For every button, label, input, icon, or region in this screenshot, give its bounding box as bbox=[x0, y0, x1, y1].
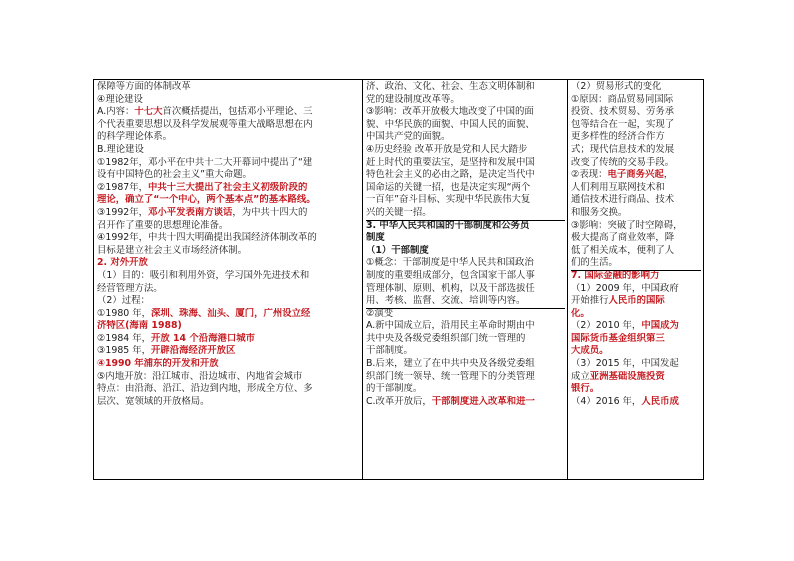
col3-line bbox=[571, 257, 701, 270]
col1-line bbox=[97, 220, 360, 233]
col2-line bbox=[366, 371, 565, 384]
text-run: 和服务交换。 bbox=[571, 206, 628, 218]
text-run: （2）贸易形式的变化 bbox=[571, 81, 662, 92]
text-run: 深圳、珠海、汕头、厦门，广州设立经 bbox=[151, 307, 311, 319]
text-run: ②表现： bbox=[571, 169, 608, 181]
text-run: 投资、技术贸易、劳务承 bbox=[571, 106, 675, 118]
col2-line bbox=[366, 396, 565, 409]
text-run: ①概念：干部制度是中华人民共和国政治 bbox=[366, 257, 534, 269]
text-run: ③影响：改革开放极大地改变了中国的面 bbox=[366, 106, 534, 118]
col3-line bbox=[571, 308, 701, 321]
text-run: 包等结合在一起，实现了 bbox=[571, 118, 675, 130]
text-run: 人民币成 bbox=[641, 395, 679, 407]
column-right-text bbox=[571, 81, 701, 408]
text-run: 更多样性的经济合作方 bbox=[571, 131, 665, 143]
col3-line bbox=[571, 81, 701, 94]
text-run: 设有中国特色的社会主义”重大命题。 bbox=[97, 169, 252, 181]
col2-line bbox=[366, 194, 565, 207]
text-run: ③1985 年， bbox=[97, 345, 151, 357]
col1-line bbox=[97, 131, 360, 144]
col1-line bbox=[97, 371, 360, 384]
text-run: （1）干部制度 bbox=[366, 244, 429, 256]
text-run: ①1982年，邓小平在中共十二大开幕词中提出了“建 bbox=[97, 156, 313, 168]
text-run: 7. 国际金融的影响力 bbox=[571, 269, 660, 281]
col1-line bbox=[97, 119, 360, 132]
text-run: 十七大 bbox=[134, 106, 163, 118]
text-run: B.后来，建立了在中共中央及各级党委组 bbox=[366, 358, 535, 370]
text-run: 个代表重要思想以及科学发展观等重大战略思想在内 bbox=[97, 118, 313, 130]
col3-line bbox=[571, 295, 701, 308]
text-run: ⑤内地开放：沿江城市、沿边城市、内地省会城市 bbox=[97, 370, 303, 382]
col3-line bbox=[571, 131, 701, 144]
text-run: 召开作了重要的思想理论准备。 bbox=[97, 219, 229, 231]
col3-line bbox=[571, 207, 701, 220]
text-run: ④1990 年浦东的开发和开放 bbox=[97, 358, 219, 370]
text-run: 极大提高了商业效率，降 bbox=[571, 232, 675, 244]
text-run: 化。 bbox=[571, 307, 590, 319]
text-run: ③1992年， bbox=[97, 206, 149, 218]
col1-line bbox=[97, 245, 360, 258]
text-run: 低了相关成本，便利了人 bbox=[571, 244, 675, 256]
col3-line bbox=[571, 182, 701, 195]
text-run: 党的建设制度改革等。 bbox=[366, 93, 460, 105]
text-run: （2）2010 年， bbox=[571, 320, 642, 332]
text-run: 中国成为 bbox=[641, 320, 679, 332]
text-run: ②1984 年， bbox=[97, 332, 151, 344]
text-run: 邓小平发表南方谈话 bbox=[148, 206, 233, 218]
col3-line bbox=[571, 270, 701, 283]
section-divider bbox=[571, 270, 701, 271]
col3-line bbox=[571, 283, 701, 296]
column-right bbox=[568, 80, 703, 479]
col2-line bbox=[366, 182, 565, 195]
col3-line bbox=[571, 94, 701, 107]
col3-line bbox=[571, 194, 701, 207]
text-run: ①原因：商品贸易同国际 bbox=[571, 93, 674, 105]
col1-line bbox=[97, 270, 360, 283]
document-table bbox=[93, 79, 704, 480]
text-run: 制度 bbox=[366, 232, 385, 244]
text-run: 干部制度进入改革和进一 bbox=[431, 395, 535, 407]
col2-line bbox=[366, 81, 565, 94]
text-run: ②1987年， bbox=[97, 181, 149, 193]
text-run: 国际货币基金组织第三 bbox=[571, 332, 665, 344]
section-divider bbox=[366, 308, 565, 309]
col2-line bbox=[366, 232, 565, 245]
text-run: ②演变 bbox=[366, 307, 394, 319]
col1-line bbox=[97, 194, 360, 207]
col3-line bbox=[571, 371, 701, 384]
text-run: （2）过程： bbox=[97, 295, 150, 307]
column-left-text bbox=[97, 81, 360, 408]
column-middle bbox=[363, 80, 568, 479]
col2-line bbox=[366, 345, 565, 358]
col1-line bbox=[97, 308, 360, 321]
text-run: ， bbox=[663, 169, 674, 181]
col3-line bbox=[571, 144, 701, 157]
text-run: ①1980 年， bbox=[97, 307, 151, 319]
text-run: ④1992年，中共十四大明确提出我国经济体制改革的 bbox=[97, 232, 317, 244]
col2-line bbox=[366, 220, 565, 233]
text-run: 管理体制、原则、机构，以及干部选拔任 bbox=[366, 282, 535, 294]
text-run: 亚洲基础设施投资 bbox=[589, 370, 665, 382]
col1-line bbox=[97, 295, 360, 308]
col1-line bbox=[97, 383, 360, 396]
text-run: 大成员。 bbox=[571, 345, 609, 357]
col2-line bbox=[366, 257, 565, 270]
col2-line bbox=[366, 295, 565, 308]
text-run: 兴的关键一招。 bbox=[366, 206, 432, 218]
col1-line bbox=[97, 169, 360, 182]
text-run: 开始推行 bbox=[571, 295, 609, 307]
col1-line bbox=[97, 81, 360, 94]
col3-line bbox=[571, 169, 701, 182]
col3-line bbox=[571, 157, 701, 170]
text-run: 目标是建立社会主义市场经济体制。 bbox=[97, 244, 248, 256]
text-run: （4）2016 年， bbox=[571, 395, 642, 407]
col3-line bbox=[571, 119, 701, 132]
text-run: 的干部制度。 bbox=[366, 383, 423, 395]
col1-line bbox=[97, 94, 360, 107]
text-run: 济特区(海南 1988) bbox=[97, 320, 182, 332]
col1-line bbox=[97, 207, 360, 220]
section-divider bbox=[366, 220, 565, 221]
text-run: 理论，确立了“一个中心，两个基本点”的基本路线。 bbox=[97, 194, 316, 206]
text-run: 3. 中华人民共和国的干部制度和公务员 bbox=[366, 219, 530, 231]
col2-line bbox=[366, 106, 565, 119]
col1-line bbox=[97, 396, 360, 409]
text-run: 经营管理方法。 bbox=[97, 282, 163, 294]
text-run: 式；现代信息技术的发展 bbox=[571, 143, 675, 155]
text-run: 层次、宽领域的开放格局。 bbox=[97, 395, 210, 407]
text-run: 保障等方面的体制改革 bbox=[97, 81, 191, 92]
text-run: 改变了传统的交易手段。 bbox=[571, 156, 675, 168]
col2-line bbox=[366, 358, 565, 371]
text-run: 电子商务兴起 bbox=[607, 169, 664, 181]
col1-line bbox=[97, 345, 360, 358]
text-run: 特点：由沿海、沿江、沿边到内地，形成全方位、多 bbox=[97, 383, 313, 395]
col3-line bbox=[571, 345, 701, 358]
col3-line bbox=[571, 396, 701, 409]
text-run: 国命运的关键一招，也是决定实现“两个 bbox=[366, 181, 531, 193]
col2-line bbox=[366, 308, 565, 321]
text-run: 一百年”奋斗目标、实现中华民族伟大复 bbox=[366, 194, 531, 206]
col3-line bbox=[571, 333, 701, 346]
text-run: （1）目的：吸引和利用外资，学习国外先进技术和 bbox=[97, 269, 310, 281]
text-run: 成立 bbox=[571, 370, 590, 382]
col2-line bbox=[366, 157, 565, 170]
text-run: ，为中共十四大的 bbox=[232, 206, 308, 218]
text-run: 织部门统一领导、统一管理下的分类管理 bbox=[366, 370, 535, 382]
col3-line bbox=[571, 106, 701, 119]
col1-line bbox=[97, 283, 360, 296]
col2-line bbox=[366, 94, 565, 107]
col2-line bbox=[366, 119, 565, 132]
col1-line bbox=[97, 144, 360, 157]
text-run: 赶上时代的重要法宝，是坚持和发展中国 bbox=[366, 156, 535, 168]
text-run: 2. 对外开放 bbox=[97, 257, 148, 269]
col1-line bbox=[97, 358, 360, 371]
col1-line bbox=[97, 182, 360, 195]
text-run: 人民币的国际 bbox=[608, 295, 665, 307]
text-run: （3）2015 年，中国发起 bbox=[571, 358, 679, 370]
col1-line bbox=[97, 257, 360, 270]
col2-line bbox=[366, 383, 565, 396]
text-run: 人们利用互联网技术和 bbox=[571, 181, 665, 193]
text-run: A.新中国成立后，沿用民主革命时期由中 bbox=[366, 320, 535, 332]
col2-line bbox=[366, 333, 565, 346]
col2-line bbox=[366, 144, 565, 157]
text-run: 首次概括提出，包括邓小平理论、三 bbox=[162, 106, 313, 118]
text-run: ③影响：突破了时空障碍， bbox=[571, 219, 683, 231]
text-run: B.理论建设 bbox=[97, 143, 144, 155]
col2-line bbox=[366, 245, 565, 258]
text-run: 银行。 bbox=[571, 383, 600, 395]
col3-line bbox=[571, 220, 701, 233]
text-run: 们的生活。 bbox=[571, 257, 618, 269]
column-middle-text bbox=[366, 81, 565, 408]
col3-line bbox=[571, 245, 701, 258]
col1-line bbox=[97, 157, 360, 170]
text-run: 的科学理论体系。 bbox=[97, 131, 173, 143]
text-run: 制度的重要组成部分，包含国家干部人事 bbox=[366, 269, 535, 281]
col1-line bbox=[97, 320, 360, 333]
col1-line bbox=[97, 232, 360, 245]
col2-line bbox=[366, 207, 565, 220]
col3-line bbox=[571, 358, 701, 371]
text-run: C.改革开放后， bbox=[366, 395, 432, 407]
col1-line bbox=[97, 106, 360, 119]
col2-line bbox=[366, 283, 565, 296]
text-run: A.内容： bbox=[97, 106, 135, 118]
col3-line bbox=[571, 383, 701, 396]
text-run: 中国共产党的面貌。 bbox=[366, 131, 451, 143]
col2-line bbox=[366, 320, 565, 333]
text-run: （1）2009 年，中国政府 bbox=[571, 282, 679, 294]
col3-line bbox=[571, 320, 701, 333]
text-run: 用、考核、监督、交流、培训等内容。 bbox=[366, 295, 526, 307]
col2-line bbox=[366, 169, 565, 182]
col1-line bbox=[97, 333, 360, 346]
text-run: 共中央及各级党委组织部门统一管理的 bbox=[366, 332, 526, 344]
col3-line bbox=[571, 232, 701, 245]
text-run: 通信技术进行商品、技术 bbox=[571, 194, 675, 206]
text-run: 特色社会主义的必由之路，是决定当代中 bbox=[366, 169, 535, 181]
text-run: 开辟沿海经济开放区 bbox=[151, 345, 236, 357]
text-run: 干部制度。 bbox=[366, 345, 413, 357]
text-run: 貌、中华民族的面貌、中国人民的面貌、 bbox=[366, 118, 535, 130]
text-run: ④历史经验 改革开放是党和人民大踏步 bbox=[366, 143, 528, 155]
col2-line bbox=[366, 131, 565, 144]
text-run: 济、政治、文化、社会、生态文明体制和 bbox=[366, 81, 535, 92]
text-run: ④理论建设 bbox=[97, 93, 143, 105]
col2-line bbox=[366, 270, 565, 283]
text-run: 中共十三大提出了社会主义初级阶段的 bbox=[148, 181, 308, 193]
column-left bbox=[94, 80, 363, 479]
text-run: 开放 14 个沿海港口城市 bbox=[151, 332, 255, 344]
